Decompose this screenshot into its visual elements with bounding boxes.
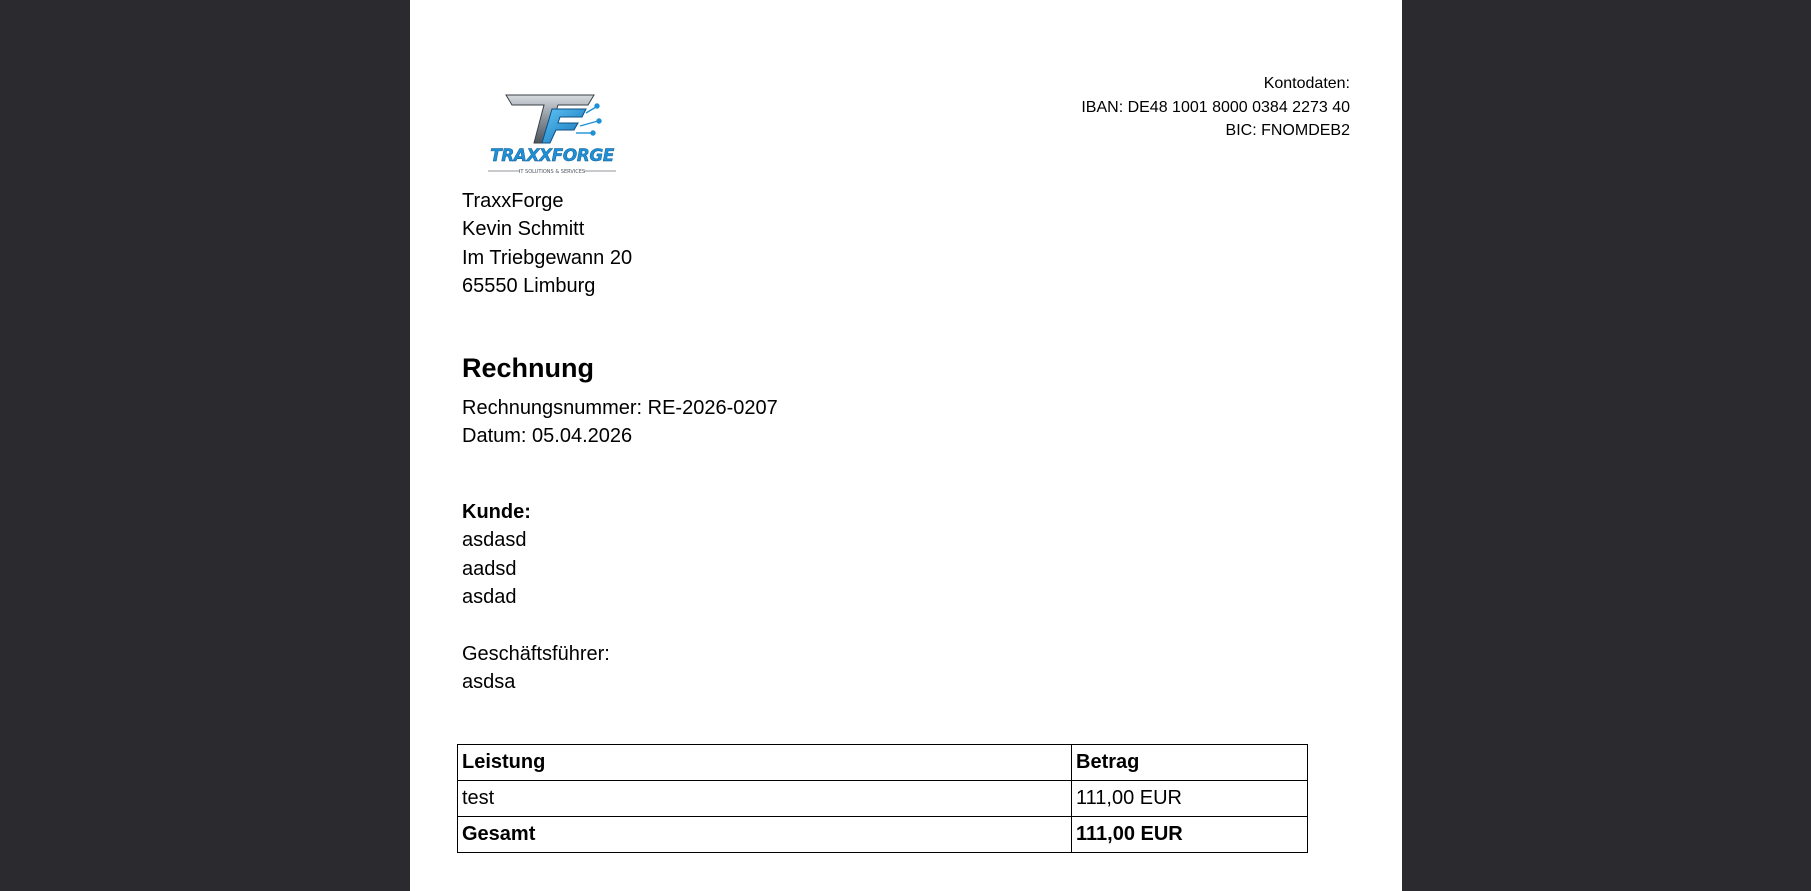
invoice-table: [457, 744, 1308, 853]
customer-line: asdasd: [462, 529, 527, 552]
manager-block: [462, 640, 610, 697]
sender-company: TraxxForge: [462, 190, 564, 212]
invoice-meta: [462, 394, 778, 451]
header-amount: Betrag: [1072, 745, 1308, 781]
manager-name: asdsa: [462, 671, 516, 694]
logo-brand-text: TRAXXFORGE: [490, 146, 614, 166]
row-service: test: [458, 781, 1072, 817]
sender-name: Kevin Schmitt: [462, 218, 585, 241]
customer-label: Kunde:: [462, 501, 531, 523]
invoice-number: Rechnungsnummer: RE-2026-0207: [462, 397, 778, 419]
customer-line: asdad: [462, 585, 517, 608]
logo-tagline: IT SOLUTIONS & SERVICES: [518, 169, 586, 175]
total-label: Gesamt: [458, 817, 1072, 853]
total-amount: 111,00 EUR: [1072, 817, 1308, 853]
customer-block: [462, 498, 531, 611]
bic: BIC: FNOMDEB2: [1225, 122, 1350, 139]
document-page: [410, 0, 1402, 891]
invoice-date: Datum: 05.04.2026: [462, 425, 633, 448]
sender-street: Im Triebgewann 20: [462, 246, 633, 269]
customer-line: aadsd: [462, 557, 517, 580]
bank-heading: Kontodaten:: [1263, 75, 1350, 92]
traxxforge-logo: [482, 93, 622, 175]
row-amount: 111,00 EUR: [1072, 781, 1308, 817]
manager-label: Geschäftsführer:: [462, 643, 610, 665]
sender-address: [462, 187, 632, 300]
bank-details: [1081, 72, 1350, 143]
header-service: Leistung: [458, 745, 1072, 781]
invoice-title: Rechnung: [462, 353, 594, 383]
sender-city: 65550 Limburg: [462, 274, 596, 297]
iban: IBAN: DE48 1001 8000 0384 2273 40: [1081, 98, 1350, 116]
table-header-row: [458, 745, 1308, 781]
table-row: [458, 781, 1308, 817]
table-total-row: [458, 817, 1308, 853]
